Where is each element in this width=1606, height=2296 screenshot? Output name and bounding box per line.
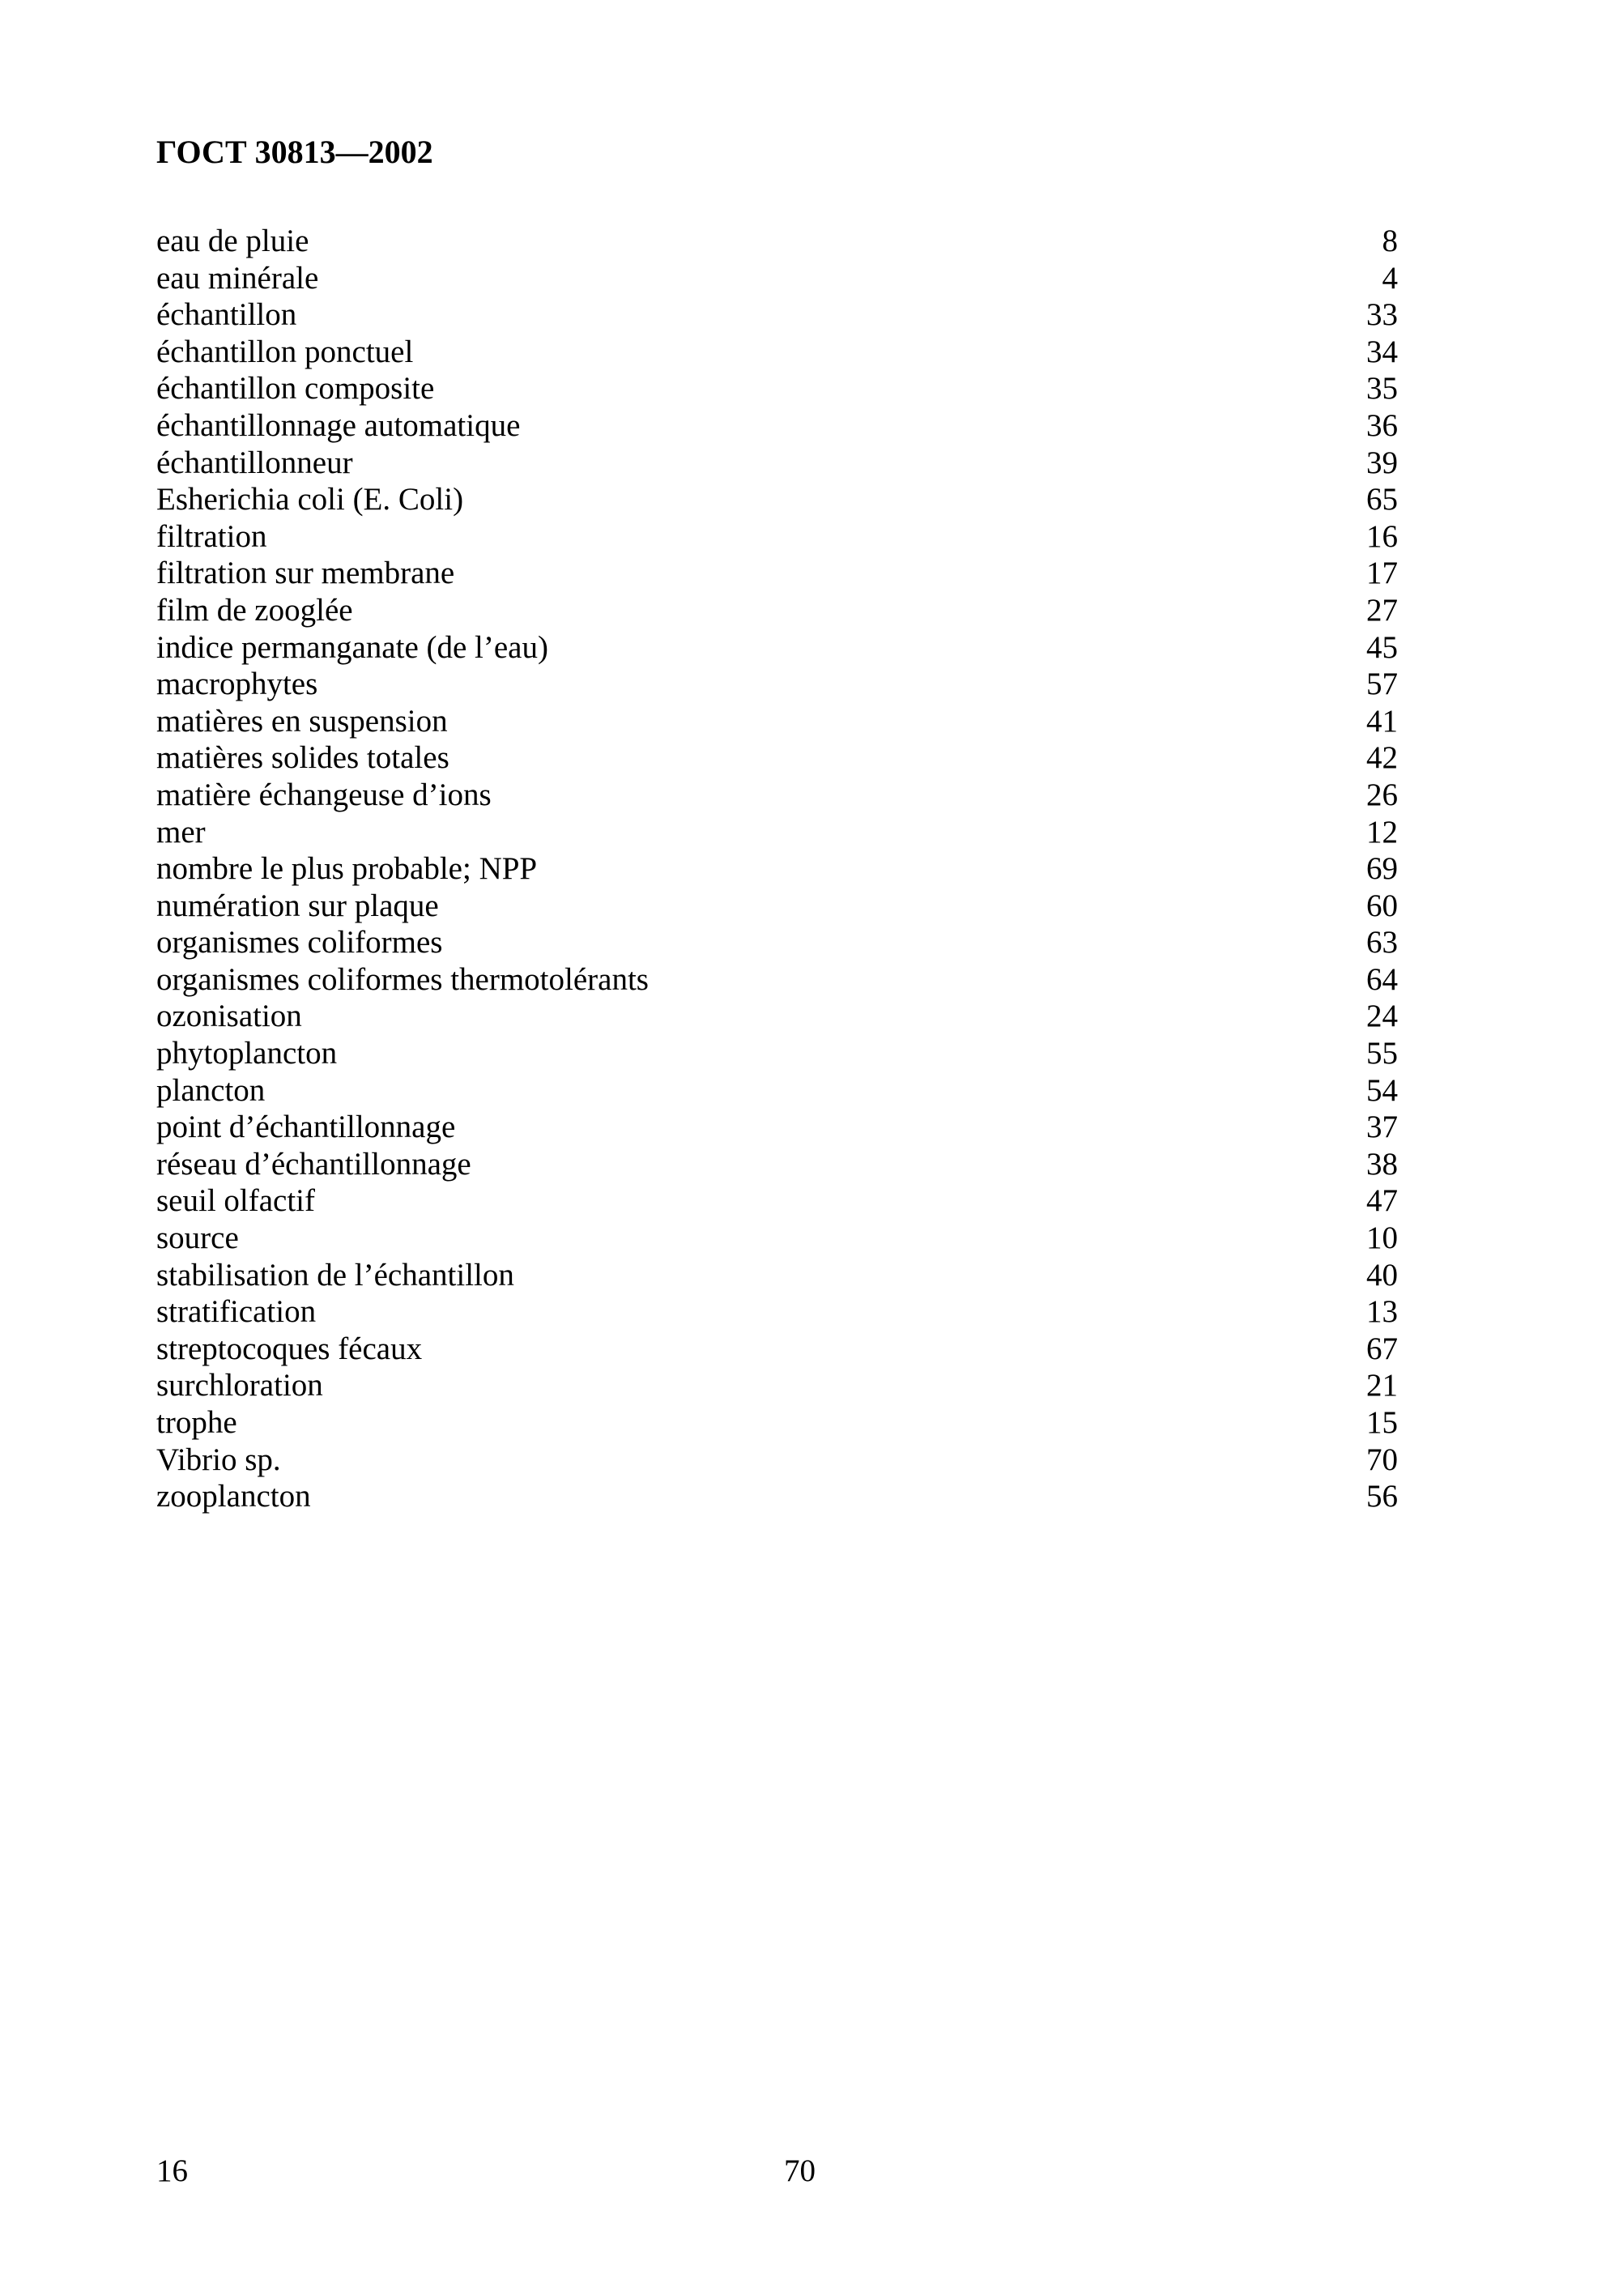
index-number: 40	[1366, 1257, 1398, 1293]
index-term: nombre le plus probable; NPP	[156, 851, 538, 887]
index-number: 65	[1366, 482, 1398, 518]
index-term: organismes coliformes	[156, 925, 443, 961]
index-number: 36	[1366, 407, 1398, 443]
index-row	[156, 1182, 1398, 1220]
index-row	[156, 1331, 1398, 1368]
index-row	[156, 850, 1398, 888]
index-number: 34	[1366, 334, 1398, 369]
index-term: filtration	[156, 518, 267, 554]
index-term: zooplancton	[156, 1479, 311, 1514]
index-row	[156, 924, 1398, 961]
index-row	[156, 629, 1398, 667]
index-term: plancton	[156, 1072, 266, 1108]
index-term: trophe	[156, 1405, 237, 1440]
index-number: 39	[1366, 445, 1398, 480]
index-term: matières solides totales	[156, 740, 449, 776]
index-number: 21	[1366, 1368, 1398, 1404]
index-number: 41	[1366, 703, 1398, 739]
index-number: 47	[1366, 1183, 1398, 1219]
index-number: 45	[1366, 629, 1398, 665]
index-term: stabilisation de l’échantillon	[156, 1257, 514, 1293]
index-row	[156, 1072, 1398, 1110]
index-row	[156, 1220, 1398, 1257]
index-term: stratification	[156, 1294, 317, 1330]
index-row	[156, 296, 1398, 334]
index-number: 57	[1366, 667, 1398, 702]
index-row	[156, 998, 1398, 1035]
index-term: indice permanganate (de l’eau)	[156, 629, 548, 665]
index-row	[156, 1035, 1398, 1072]
index-row	[156, 814, 1398, 851]
index-term: eau minérale	[156, 260, 319, 296]
index-row	[156, 1404, 1398, 1442]
term-index-list	[156, 223, 1398, 1515]
index-row	[156, 1146, 1398, 1183]
index-term: numération sur plaque	[156, 888, 439, 923]
index-number: 13	[1366, 1294, 1398, 1330]
index-number: 10	[1366, 1220, 1398, 1256]
index-number: 63	[1366, 925, 1398, 961]
index-row	[156, 1293, 1398, 1331]
index-term: seuil olfactif	[156, 1183, 316, 1219]
index-term: réseau d’échantillonnage	[156, 1146, 471, 1182]
index-row	[156, 592, 1398, 629]
index-term: échantillonnage automatique	[156, 407, 521, 443]
index-term: streptocoques fécaux	[156, 1331, 423, 1366]
index-number: 55	[1366, 1036, 1398, 1071]
index-row	[156, 518, 1398, 556]
index-number: 70	[1366, 1442, 1398, 1477]
index-term: macrophytes	[156, 667, 318, 702]
index-number: 17	[1366, 556, 1398, 591]
index-term: Esherichia coli (E. Coli)	[156, 482, 464, 518]
index-row	[156, 370, 1398, 407]
index-term: matière échangeuse d’ions	[156, 777, 492, 812]
index-term: matières en suspension	[156, 703, 448, 739]
index-number: 67	[1366, 1331, 1398, 1366]
index-term: Vibrio sp.	[156, 1442, 281, 1477]
index-row	[156, 703, 1398, 740]
index-row	[156, 777, 1398, 814]
index-term: film de zooglée	[156, 592, 353, 628]
index-number: 35	[1366, 371, 1398, 407]
index-term: filtration sur membrane	[156, 556, 455, 591]
page-number: 16	[156, 2153, 188, 2188]
footer-center-number: 70	[784, 2153, 816, 2188]
index-term: phytoplancton	[156, 1036, 338, 1071]
index-number: 56	[1366, 1479, 1398, 1514]
index-row	[156, 260, 1398, 297]
index-row	[156, 666, 1398, 703]
index-term: échantillon composite	[156, 371, 435, 407]
index-term: échantillonneur	[156, 445, 353, 480]
index-number: 24	[1366, 999, 1398, 1034]
index-term: eau de pluie	[156, 224, 309, 258]
index-number: 26	[1366, 777, 1398, 812]
index-row	[156, 739, 1398, 777]
page-title: ГОСТ 30813—2002	[156, 134, 433, 170]
index-number: 64	[1366, 961, 1398, 997]
index-number: 42	[1366, 740, 1398, 776]
index-term: échantillon ponctuel	[156, 334, 414, 369]
index-term: surchloration	[156, 1368, 323, 1404]
index-term: source	[156, 1220, 239, 1256]
index-row	[156, 888, 1398, 925]
index-row	[156, 961, 1398, 999]
index-term: ozonisation	[156, 999, 302, 1034]
index-number: 15	[1366, 1405, 1398, 1440]
index-number: 38	[1366, 1146, 1398, 1182]
index-row	[156, 1109, 1398, 1146]
index-row	[156, 1442, 1398, 1479]
index-number: 27	[1366, 592, 1398, 628]
index-row	[156, 445, 1398, 482]
index-row	[156, 481, 1398, 518]
index-number: 54	[1366, 1072, 1398, 1108]
index-number: 33	[1366, 297, 1398, 333]
index-term: échantillon	[156, 297, 297, 333]
index-number: 16	[1366, 518, 1398, 554]
index-row	[156, 334, 1398, 371]
index-term: mer	[156, 814, 206, 850]
index-number: 4	[1382, 260, 1398, 296]
index-number: 60	[1366, 888, 1398, 923]
index-row	[156, 223, 1398, 260]
index-term: organismes coliformes thermotolérants	[156, 961, 649, 997]
index-number: 12	[1366, 814, 1398, 850]
index-row	[156, 555, 1398, 592]
index-number: 69	[1366, 851, 1398, 887]
index-number: 8	[1382, 224, 1398, 258]
index-row	[156, 1257, 1398, 1294]
index-row	[156, 1367, 1398, 1404]
index-row	[156, 1478, 1398, 1515]
index-number: 37	[1366, 1110, 1398, 1145]
index-term: point d’échantillonnage	[156, 1110, 456, 1145]
index-row	[156, 407, 1398, 445]
